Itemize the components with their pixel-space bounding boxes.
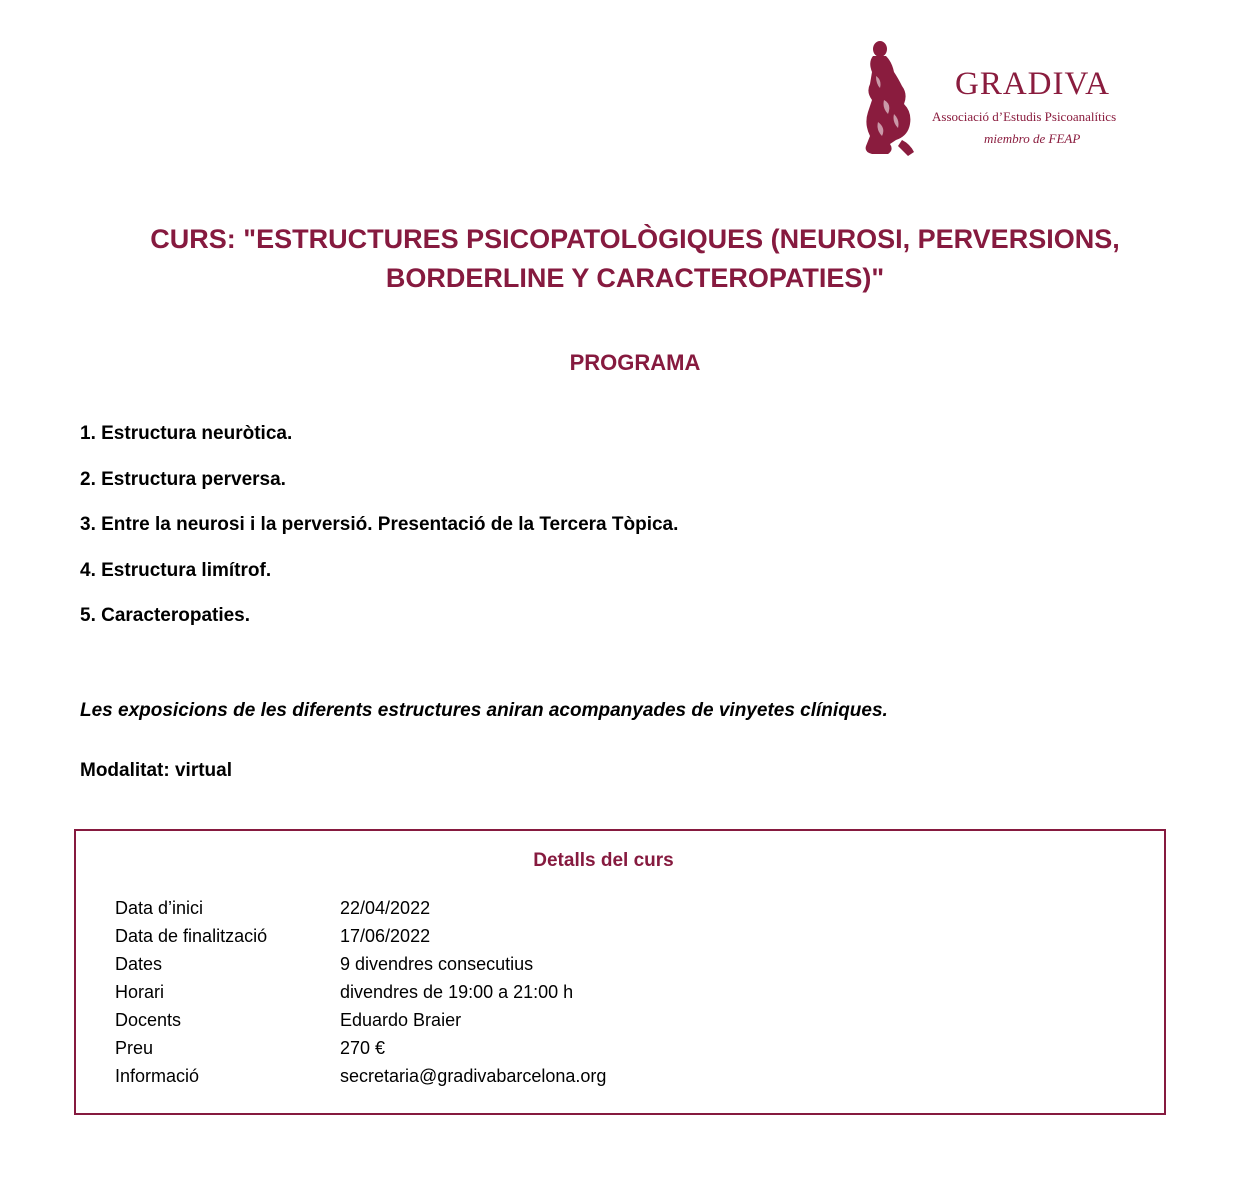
program-item: 2. Estructura perversa. (80, 468, 286, 490)
course-title (80, 220, 1190, 298)
details-value: divendres de 19:00 a 21:00 h (340, 982, 574, 1002)
details-label: Informació (115, 1066, 200, 1086)
details-label: Data d’inici (115, 898, 204, 918)
details-row (115, 978, 606, 1006)
program-list (80, 423, 678, 651)
course-title-line2: BORDERLINE Y CARACTEROPATIES)" (385, 263, 885, 293)
details-label: Horari (115, 982, 165, 1002)
gradiva-logo (858, 40, 1158, 160)
details-row (115, 1006, 606, 1034)
details-table (115, 894, 606, 1090)
program-item: 5. Caracteropaties. (80, 605, 251, 626)
logo-name: GRADIVA (955, 66, 1110, 102)
details-label: Dates (115, 954, 163, 974)
gradiva-figure-icon (858, 40, 918, 158)
details-label: Data de finalització (115, 926, 268, 946)
details-row (115, 1062, 606, 1090)
program-item: 4. Estructura limítrof. (80, 559, 272, 581)
details-row (115, 950, 606, 978)
contact-email[interactable]: secretaria@gradivabarcelona.org (340, 1066, 607, 1086)
course-title-line1: CURS: "ESTRUCTURES PSICOPATOLÒGIQUES (NEUROSI, PERVERSIONS, (150, 224, 1120, 254)
details-value: 17/06/2022 (340, 926, 431, 946)
logo-membership: miembro de FEAP (984, 131, 1081, 146)
program-item: 3. Entre la neurosi i la perversió. Presentació de la Tercera Tòpica. (80, 514, 679, 535)
logo-subtitle: Associació d’Estudis Psicoanalítics (932, 109, 1117, 124)
details-value: 9 divendres consecutius (340, 954, 534, 974)
details-row (115, 1034, 606, 1062)
modality: Modalitat: virtual (80, 760, 233, 781)
details-label: Docents (115, 1010, 182, 1030)
clinical-note: Les exposicions de les diferents estructures aniran acompanyades de vinyetes clíniques. (80, 700, 888, 721)
program-item: 1. Estructura neuròtica. (80, 423, 293, 444)
program-heading: PROGRAMA (569, 350, 701, 375)
details-row (115, 894, 606, 922)
details-value: Eduardo Braier (340, 1010, 462, 1030)
details-row (115, 922, 606, 950)
details-value: 270 € (340, 1038, 386, 1058)
details-heading: Detalls del curs (533, 850, 674, 871)
details-label: Preu (115, 1038, 154, 1058)
course-details-box (74, 829, 1166, 1115)
details-value: 22/04/2022 (340, 898, 431, 918)
